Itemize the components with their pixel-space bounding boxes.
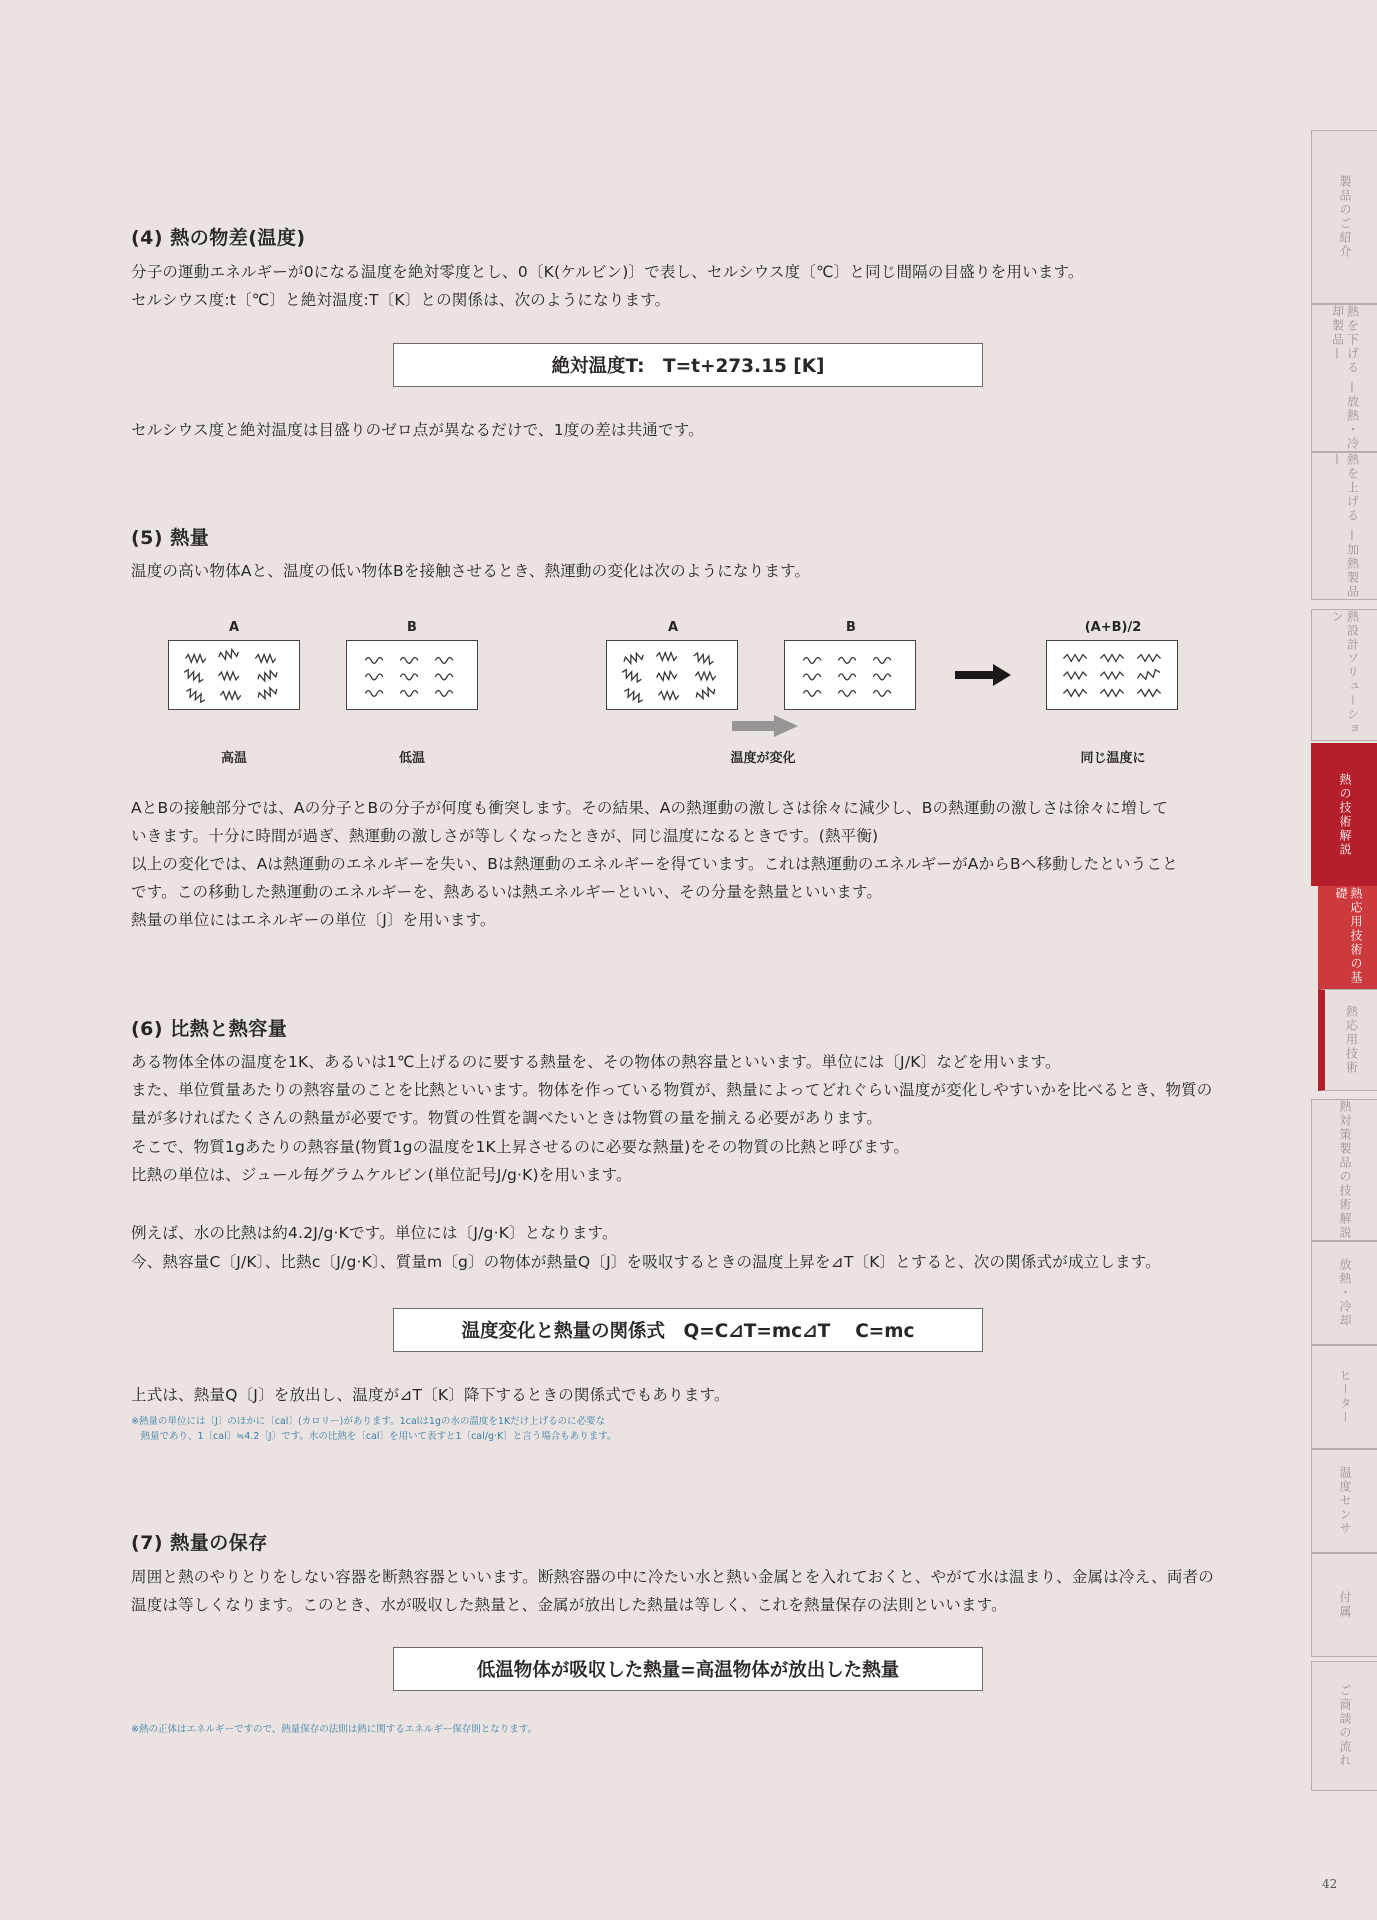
section-6-note-1: ※熱量の単位には〔J〕のほかに〔cal〕(カロリー)があります。1calは1gの水の温度を1Kだけ上げるのに必要な [131, 1416, 606, 1427]
section-6-title: (6) 比熱と熱容量 [131, 1018, 288, 1040]
section-7-line-1: 周囲と熱のやりとりをしない容器を断熱容器といいます。断熱容器の中に冷たい水と熱い金属とを入れておくと、やがて水は温まり、金属は冷え、両者の [131, 1568, 1214, 1586]
tab-heating-products[interactable] [1311, 452, 1377, 600]
tab-label: 熱を下げる —放熱・冷却製品— [1330, 305, 1360, 451]
box-b-cold-1 [346, 640, 478, 710]
diagram-label-a-2: A [667, 620, 679, 635]
tab-business-flow[interactable] [1311, 1661, 1377, 1791]
section-6-line-6: 例えば、水の比熱は約4.2J/g·Kです。単位には〔J/g·K〕となります。 [131, 1224, 618, 1242]
tab-label: 熱応用技術 [1344, 1005, 1359, 1075]
tab-products[interactable] [1311, 130, 1377, 304]
diagram-caption-high: 高温 [220, 751, 247, 766]
tab-label: ヒーター [1338, 1369, 1352, 1425]
tab-label: 付属 [1338, 1591, 1352, 1619]
tab-label: 熱を上げる —加熱製品— [1330, 453, 1360, 599]
page-number: 42 [1322, 1877, 1338, 1891]
section-6-line-5: 比熱の単位は、ジュール毎グラムケルビン(単位記号J/g·K)を用います。 [131, 1166, 632, 1184]
tab-cooling[interactable] [1311, 1241, 1377, 1345]
section-5-title: (5) 熱量 [131, 527, 210, 549]
tab-accessories[interactable] [1311, 1553, 1377, 1657]
section-5-para-1: 温度の高い物体Aと、温度の低い物体Bを接触させるとき、熱運動の変化は次のようになります。 [131, 562, 811, 580]
section-6-note-2: 熱量であり、1〔cal〕≒4.2〔J〕です。水の比熱を〔cal〕を用いて表すと1〔cal/g·K〕と言う場合もあります。 [131, 1431, 617, 1442]
section-6-after-formula: 上式は、熱量Q〔J〕を放出し、温度が⊿T〔K〕降下するときの関係式でもあります。 [131, 1386, 730, 1404]
diagram-caption-same: 同じ温度に [1080, 751, 1146, 766]
tab-temperature-sensor[interactable] [1311, 1449, 1377, 1553]
diagram-caption-change: 温度が変化 [730, 751, 796, 766]
tab-label: 熱応用技術の基礎 [1334, 887, 1363, 985]
diagram-label-result: (A+B)/2 [1084, 620, 1142, 635]
diagram-label-b-2: B [846, 620, 856, 635]
box-b-cold-2 [784, 640, 916, 710]
heat-conservation-formula: 低温物体が吸収した熱量=高温物体が放出した熱量 [393, 1647, 983, 1691]
absolute-temperature-formula: 絶対温度T: T=t+273.15 [K] [393, 343, 983, 387]
cold-molecules-graphic [785, 641, 915, 709]
section-5-line-5: 熱量の単位にはエネルギーの単位〔J〕を用います。 [131, 911, 496, 929]
section-7-line-2: 温度は等しくなります。このとき、水が吸収した熱量と、金属が放出した熱量は等しく、これを熱量保存の法則といいます。 [131, 1596, 1007, 1614]
heat-capacity-formula: 温度変化と熱量の関係式 Q=C⊿T=mc⊿T C=mc [393, 1308, 983, 1352]
box-a-hot-1 [168, 640, 300, 710]
hot-molecules-graphic [169, 641, 299, 709]
hot-molecules-graphic [607, 641, 737, 709]
box-equilibrium [1046, 640, 1178, 710]
tab-label: 熱設計ソリューション [1330, 610, 1360, 736]
section-4-para-3: セルシウス度と絶対温度は目盛りのゼロ点が異なるだけで、1度の差は共通です。 [131, 421, 704, 439]
diagram-label-b-1: B [407, 620, 417, 635]
diagram-caption-low: 低温 [398, 751, 425, 766]
tab-label: 温度センサ [1338, 1466, 1352, 1536]
section-4-title: (4) 熱の物差(温度) [131, 227, 306, 249]
tab-label: ご商談の流れ [1338, 1684, 1352, 1768]
tab-cooling-products[interactable] [1311, 304, 1377, 452]
tab-label: 熱対策製品の技術解説 [1338, 1100, 1352, 1240]
section-4-para-1: 分子の運動エネルギーが0になる温度を絶対零度とし、0〔K(ケルビン)〕で表し、セルシウス度〔℃〕と同じ間隔の目盛りを用います。 [131, 263, 1084, 281]
tab-thermal-design[interactable] [1311, 609, 1377, 741]
section-6-line-3: 量が多ければたくさんの熱量が必要です。物質の性質を調べたいときは物質の量を揃える必要があります。 [131, 1109, 883, 1127]
cold-molecules-graphic [347, 641, 477, 709]
diagram-label-a-1: A [228, 620, 240, 635]
section-7-title: (7) 熱量の保存 [131, 1532, 268, 1554]
section-6-line-4: そこで、物質1gあたりの熱容量(物質1gの温度を1K上昇させるのに必要な熱量)をその物質の比熱と呼びます。 [131, 1138, 910, 1156]
section-5-line-3: 以上の変化では、Aは熱運動のエネルギーを失い、Bは熱運動のエネルギーを得ています。これは熱運動のエネルギーがAからBへ移動したということ [131, 855, 1178, 873]
tab-thermal-technology[interactable] [1311, 743, 1377, 886]
medium-molecules-graphic [1047, 641, 1177, 709]
tab-thermal-applied[interactable] [1318, 989, 1377, 1091]
transfer-arrow-gray [730, 714, 800, 738]
result-arrow-black [953, 663, 1013, 687]
tab-thermal-countermeasures[interactable] [1311, 1099, 1377, 1241]
section-5-line-1: AとBの接触部分では、Aの分子とBの分子が何度も衝突します。その結果、Aの熱運動の激しさは徐々に減少し、Bの熱運動の激しさは徐々に増して [131, 799, 1169, 817]
tab-label: 熱の技術解説 [1338, 772, 1352, 857]
section-6-line-1: ある物体全体の温度を1K、あるいは1℃上げるのに要する熱量を、その物体の熱容量といいます。単位には〔J/K〕などを用います。 [131, 1053, 1061, 1071]
section-4-para-2: セルシウス度:t〔℃〕と絶対温度:T〔K〕との関係は、次のようになります。 [131, 291, 671, 309]
box-a-hot-2 [606, 640, 738, 710]
section-5-line-2: いきます。十分に時間が過ぎ、熱運動の激しさが等しくなったときが、同じ温度になるときです。(熱平衡) [131, 827, 879, 845]
section-6-line-7: 今、熱容量C〔J/K〕、比熱c〔J/g·K〕、質量m〔g〕の物体が熱量Q〔J〕を吸収するときの温度上昇を⊿T〔K〕とすると、次の関係式が成立します。 [131, 1253, 1161, 1271]
tab-thermal-basics[interactable] [1318, 886, 1377, 989]
tab-label: 製品のご紹介 [1338, 175, 1352, 259]
tab-label: 放熱・冷却 [1338, 1258, 1352, 1328]
section-7-note: ※熱の正体はエネルギーですので、熱量保存の法則は熱に関するエネルギー保存則となります。 [131, 1724, 538, 1735]
section-6-line-2: また、単位質量あたりの熱容量のことを比熱といいます。物体を作っている物質が、熱量によってどれぐらい温度が変化しやすいかを比べるとき、物質の [131, 1081, 1213, 1099]
section-5-line-4: です。この移動した熱運動のエネルギーを、熱あるいは熱エネルギーといい、その分量を熱量といいます。 [131, 883, 883, 901]
tab-heater[interactable] [1311, 1345, 1377, 1449]
